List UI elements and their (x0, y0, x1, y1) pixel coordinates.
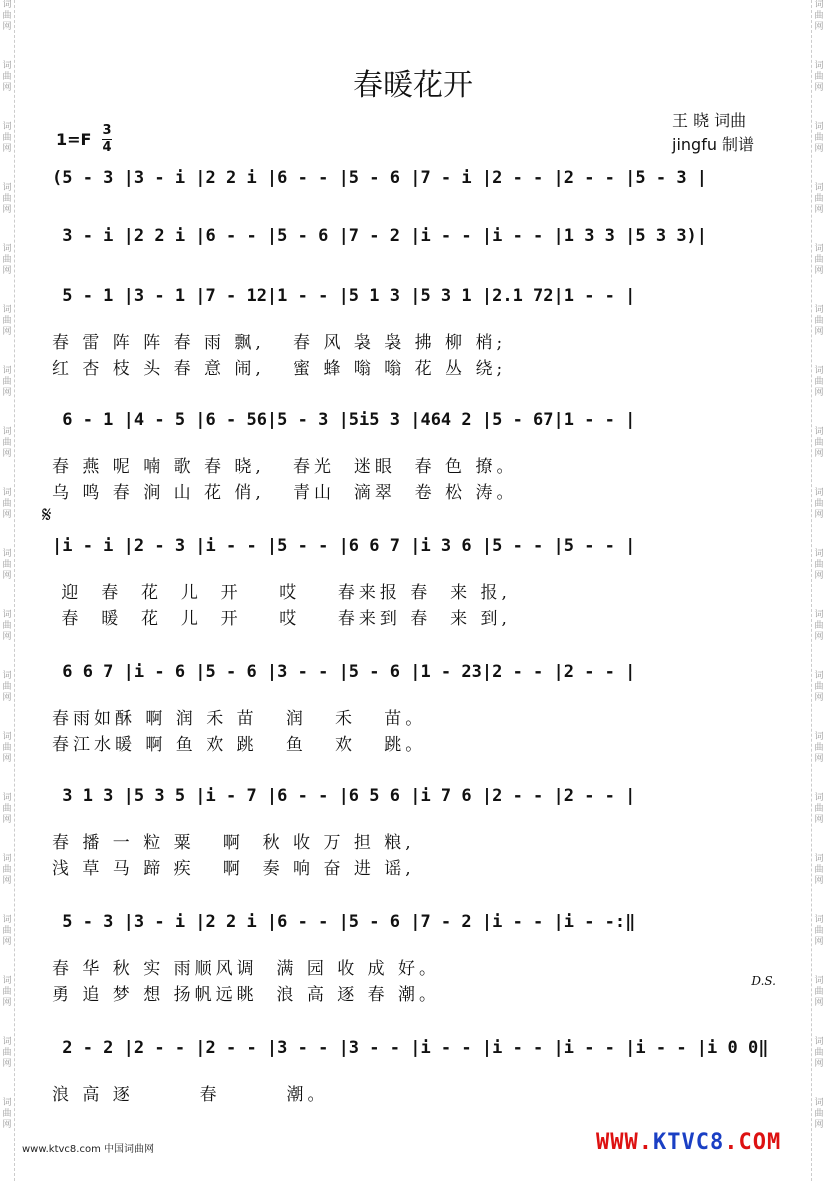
watermark-char: 曲 (2, 194, 12, 204)
watermark-char: 网 (2, 998, 12, 1008)
system-9-notes: 2 - 2 |2 - - |2 - - |3 - - |3 - - |i - - |i - - |i - - |i - - |i 0 0‖ (52, 1038, 769, 1058)
watermark-char: 词 (2, 244, 12, 254)
watermark-char: 网 (2, 876, 12, 886)
watermark-char: 词 (814, 671, 824, 681)
watermark-char: 网 (814, 998, 824, 1008)
writer-credit: 王 晓 词曲 (672, 111, 747, 130)
watermark-char: 网 (2, 1059, 12, 1069)
watermark-char: 网 (814, 876, 824, 886)
watermark-char: 词 (814, 427, 824, 437)
system-6-notes: 6 6 7 |i - 6 |5 - 6 |3 - - |5 - 6 |1 - 23|2 - - |2 - - | (52, 662, 636, 682)
watermark-char: 网 (814, 754, 824, 764)
watermark-char: 词 (814, 305, 824, 315)
system-3-lyric-1: 春 雷 阵 阵 春 雨 飘, 春 风 袅 袅 拂 柳 梢; (52, 333, 507, 353)
system-5-lyric-2: 春 暖 花 儿 开 哎 春来到 春 来 到, (52, 609, 511, 629)
watermark-char: 曲 (814, 133, 824, 143)
watermark-char: 曲 (2, 1048, 12, 1058)
system-7-notes: 3 1 3 |5 3 5 |i - 7 |6 - - |6 5 6 |i 7 6 |2 - - |2 - - | (52, 786, 636, 806)
system-8-notes: 5 - 3 |3 - i |2 2 i |6 - - |5 - 6 |7 - 2 |i - - |i - -:‖ (52, 912, 636, 932)
watermark-char: 曲 (814, 11, 824, 21)
system-4-lyric-2: 乌 鸣 春 涧 山 花 俏, 青山 滴翠 卷 松 涛。 (52, 483, 518, 503)
watermark-char: 曲 (2, 987, 12, 997)
system-6-lyric-2: 春江水暖 啊 鱼 欢 跳 鱼 欢 跳。 (52, 735, 427, 755)
watermark-char: 曲 (814, 72, 824, 82)
watermark-char: 网 (814, 144, 824, 154)
watermark-char: 网 (814, 22, 824, 32)
watermark-char: 曲 (814, 499, 824, 509)
watermark-char: 曲 (814, 560, 824, 570)
watermark-char: 网 (814, 83, 824, 93)
watermark-char: 词 (814, 0, 824, 10)
watermark-char: 曲 (2, 682, 12, 692)
watermark-char: 网 (814, 388, 824, 398)
watermark-char: 词 (814, 183, 824, 193)
watermark-char: 曲 (814, 865, 824, 875)
watermark-char: 词 (814, 488, 824, 498)
watermark-char: 词 (814, 793, 824, 803)
song-title: 春暖花开 (353, 68, 473, 103)
watermark-char: 网 (2, 754, 12, 764)
system-3-lyric-2: 红 杏 枝 头 春 意 闹, 蜜 蜂 嗡 嗡 花 丛 绕; (52, 359, 507, 379)
watermark-char: 词 (814, 61, 824, 71)
watermark-char: 曲 (2, 804, 12, 814)
time-signature (102, 124, 112, 155)
watermark-char: 词 (2, 183, 12, 193)
watermark-char: 网 (2, 266, 12, 276)
watermark-char: 网 (2, 1120, 12, 1130)
time-signature-top: 3 (102, 123, 112, 138)
watermark-char: 网 (2, 693, 12, 703)
watermark-char: 网 (2, 327, 12, 337)
watermark-char: 网 (2, 22, 12, 32)
watermark-char: 网 (2, 388, 12, 398)
system-4-notes: 6 - 1 |4 - 5 |6 - 56|5 - 3 |5i5 3 |464 2 |5 - 67|1 - - | (52, 410, 636, 430)
system-6-lyric-1: 春雨如酥 啊 润 禾 苗 润 禾 苗。 (52, 709, 427, 729)
watermark-char: 网 (814, 632, 824, 642)
footer-site-text: www.ktvc8.com 中国词曲网 (22, 1144, 155, 1155)
watermark-char: 曲 (2, 438, 12, 448)
watermark-char: 词 (2, 915, 12, 925)
watermark-char: 词 (814, 1037, 824, 1047)
watermark-char: 曲 (814, 682, 824, 692)
watermark-char: 词 (2, 488, 12, 498)
watermark-char: 曲 (2, 255, 12, 265)
watermark-char: 词 (814, 366, 824, 376)
watermark-char: 词 (2, 122, 12, 132)
watermark-char: 曲 (814, 438, 824, 448)
watermark-char: 词 (814, 976, 824, 986)
watermark-char: 词 (2, 671, 12, 681)
watermark-char: 词 (2, 610, 12, 620)
watermark-char: 曲 (814, 804, 824, 814)
left-watermark-strip (0, 0, 15, 1181)
watermark-char: 网 (814, 205, 824, 215)
watermark-char: 网 (814, 815, 824, 825)
watermark-char: 曲 (2, 133, 12, 143)
system-3-notes: 5 - 1 |3 - 1 |7 - 12|1 - - |5 1 3 |5 3 1 |2.1 72|1 - - | (52, 286, 636, 306)
watermark-char: 词 (814, 915, 824, 925)
watermark-char: 词 (2, 427, 12, 437)
watermark-char: 网 (2, 510, 12, 520)
system-8-lyric-1: 春 华 秋 实 雨顺风调 满 园 收 成 好。 (52, 959, 441, 979)
watermark-char: 曲 (2, 1109, 12, 1119)
system-5-lyric-1: 迎 春 花 儿 开 哎 春来报 春 来 报, (52, 583, 511, 603)
ds-marking: D.S. (751, 974, 776, 988)
watermark-char: 网 (814, 571, 824, 581)
watermark-char: 曲 (2, 11, 12, 21)
watermark-char: 曲 (2, 377, 12, 387)
watermark-char: 网 (2, 815, 12, 825)
footer-logo: WWW.KTVC8.COM (596, 1130, 782, 1155)
watermark-char: 词 (814, 122, 824, 132)
watermark-char: 词 (2, 1098, 12, 1108)
arranger-credit: jingfu 制谱 (672, 135, 755, 154)
watermark-char: 曲 (2, 865, 12, 875)
system-8-lyric-2: 勇 追 梦 想 扬帆远眺 浪 高 逐 春 潮。 (52, 985, 441, 1005)
watermark-char: 曲 (814, 1109, 824, 1119)
watermark-char: 曲 (2, 499, 12, 509)
watermark-char: 网 (2, 632, 12, 642)
watermark-char: 词 (814, 854, 824, 864)
watermark-char: 网 (814, 266, 824, 276)
watermark-char: 网 (814, 937, 824, 947)
watermark-char: 曲 (2, 621, 12, 631)
system-2-notes: 3 - i |2 2 i |6 - - |5 - 6 |7 - 2 |i - - |i - - |1 3 3 |5 3 3)| (52, 226, 708, 246)
watermark-char: 网 (814, 1059, 824, 1069)
watermark-char: 网 (2, 449, 12, 459)
time-signature-bottom: 4 (102, 140, 112, 155)
watermark-char: 网 (2, 937, 12, 947)
watermark-char: 词 (2, 1037, 12, 1047)
key-signature: 1=F (56, 130, 92, 149)
watermark-char: 词 (814, 1098, 824, 1108)
watermark-char: 曲 (814, 194, 824, 204)
right-watermark-strip (811, 0, 826, 1181)
watermark-char: 曲 (2, 743, 12, 753)
watermark-char: 网 (814, 1120, 824, 1130)
watermark-char: 网 (814, 327, 824, 337)
watermark-char: 曲 (2, 560, 12, 570)
watermark-char: 词 (2, 854, 12, 864)
system-5-notes: |i - i |2 - 3 |i - - |5 - - |6 6 7 |i 3 6 |5 - - |5 - - | (52, 536, 636, 556)
watermark-char: 网 (2, 205, 12, 215)
system-7-lyric-2: 浅 草 马 蹄 疾 啊 奏 响 奋 进 谣, (52, 859, 415, 879)
watermark-char: 词 (814, 610, 824, 620)
system-4-lyric-1: 春 燕 呢 喃 歌 春 晓, 春光 迷眼 春 色 撩。 (52, 457, 518, 477)
watermark-char: 网 (814, 449, 824, 459)
watermark-char: 词 (2, 0, 12, 10)
watermark-char: 曲 (814, 377, 824, 387)
system-7-lyric-1: 春 播 一 粒 粟 啊 秋 收 万 担 粮, (52, 833, 415, 853)
watermark-char: 词 (2, 793, 12, 803)
watermark-char: 曲 (814, 926, 824, 936)
watermark-char: 词 (814, 549, 824, 559)
watermark-char: 曲 (814, 316, 824, 326)
system-1-notes: (5 - 3 |3 - i |2 2 i |6 - - |5 - 6 |7 - i |2 - - |2 - - |5 - 3 | (52, 168, 708, 188)
watermark-char: 词 (2, 366, 12, 376)
watermark-char: 词 (2, 549, 12, 559)
segno-sign: 𝄋 (42, 503, 52, 528)
watermark-char: 网 (2, 83, 12, 93)
watermark-char: 词 (2, 61, 12, 71)
watermark-char: 曲 (814, 743, 824, 753)
watermark-char: 词 (2, 976, 12, 986)
watermark-char: 词 (2, 305, 12, 315)
watermark-char: 网 (814, 510, 824, 520)
watermark-char: 网 (2, 571, 12, 581)
watermark-char: 曲 (814, 255, 824, 265)
watermark-char: 曲 (814, 621, 824, 631)
watermark-char: 词 (814, 732, 824, 742)
watermark-char: 网 (814, 693, 824, 703)
watermark-char: 曲 (814, 987, 824, 997)
watermark-char: 网 (2, 144, 12, 154)
watermark-char: 词 (2, 732, 12, 742)
watermark-char: 词 (814, 244, 824, 254)
watermark-char: 曲 (2, 926, 12, 936)
watermark-char: 曲 (2, 316, 12, 326)
system-9-lyric-1: 浪 高 逐 春 潮。 (52, 1085, 329, 1105)
watermark-char: 曲 (814, 1048, 824, 1058)
watermark-char: 曲 (2, 72, 12, 82)
